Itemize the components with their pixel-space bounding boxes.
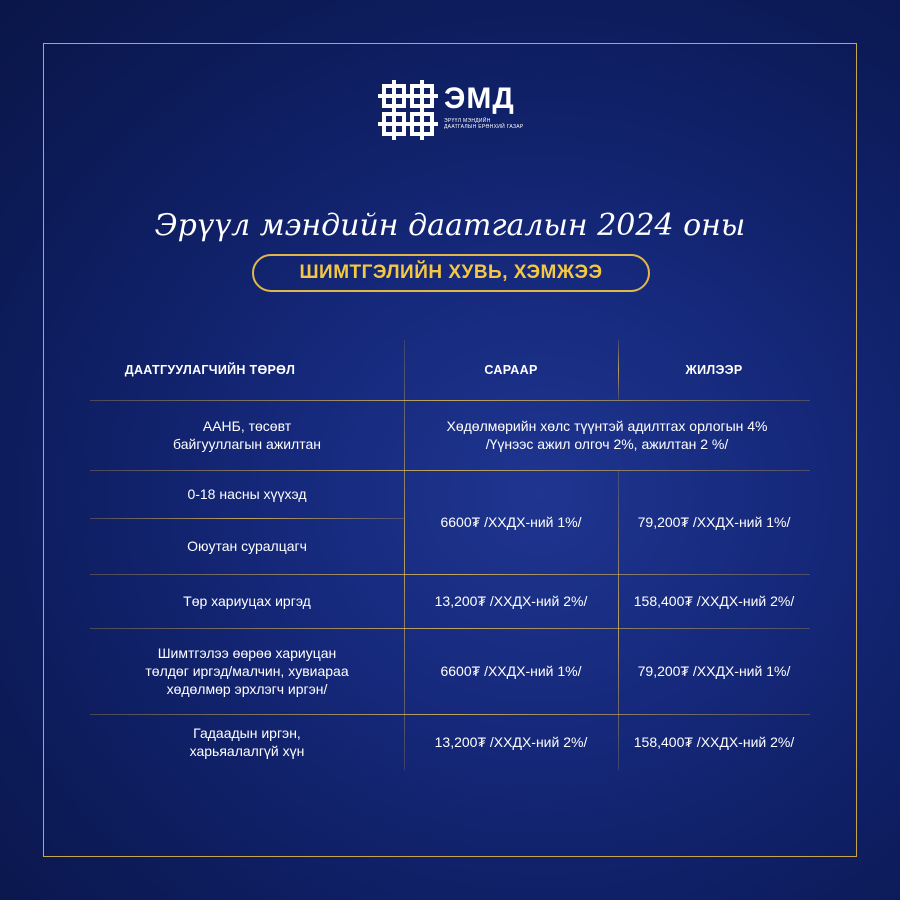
emd-knot-logo-icon — [378, 80, 438, 140]
table-row-yearly: 79,200₮ /ХХДХ-ний 1%/ — [637, 514, 791, 530]
header-monthly: САРААР — [484, 363, 538, 377]
table-row-type: 0-18 насны хүүхэд — [187, 486, 307, 502]
logo-wordmark: ЭМД — [444, 82, 515, 115]
emd-logo — [378, 80, 528, 140]
table-row-type: ААНБ, төсөвт байгууллагын ажилтан — [173, 418, 321, 452]
table-row-monthly: 13,200₮ /ХХДХ-ний 2%/ — [434, 593, 588, 609]
table-row-monthly: 13,200₮ /ХХДХ-ний 2%/ — [434, 734, 588, 750]
logo-subtitle: ЭРҮҮЛ МЭНДИЙН ДААТГАЛЫН ЕРӨНХИЙ ГАЗАР — [444, 118, 524, 130]
header-insured-type: ДААТГУУЛАГЧИЙН ТӨРӨЛ — [124, 363, 296, 377]
contribution-table — [90, 340, 810, 770]
table-row-type: Оюутан суралцагч — [187, 538, 307, 554]
table-row-type: Төр хариуцах иргэд — [183, 593, 311, 609]
header-yearly: ЖИЛЭЭР — [685, 363, 743, 377]
table-row-monthly: 6600₮ /ХХДХ-ний 1%/ — [440, 514, 582, 530]
table-row-monthly: 6600₮ /ХХДХ-ний 1%/ — [440, 663, 582, 679]
table-row-type: Шимтгэлээ өөрөө хариуцан төлдөг иргэд/малчин, хувиараа хөдөлмөр эрхлэгч иргэн/ — [145, 645, 349, 697]
table-row-yearly: 158,400₮ /ХХДХ-ний 2%/ — [633, 593, 795, 609]
page-subtitle: ШИМТГЭЛИЙН ХУВЬ, ХЭМЖЭЭ — [252, 254, 650, 292]
page-title: Эрүүл мэндийн даатгалын 2024 оны — [154, 208, 746, 243]
table-row-yearly: 79,200₮ /ХХДХ-ний 1%/ — [637, 663, 791, 679]
table-row-yearly: 158,400₮ /ХХДХ-ний 2%/ — [633, 734, 795, 750]
table-row-merged-rate: Хөдөлмөрийн хөлс түүнтэй адилтгах орлогын 4% /Үүнээс ажил олгоч 2%, ажилтан 2 %/ — [446, 418, 768, 452]
table-row-type: Гадаадын иргэн, харьяалалгүй хүн — [189, 725, 305, 759]
